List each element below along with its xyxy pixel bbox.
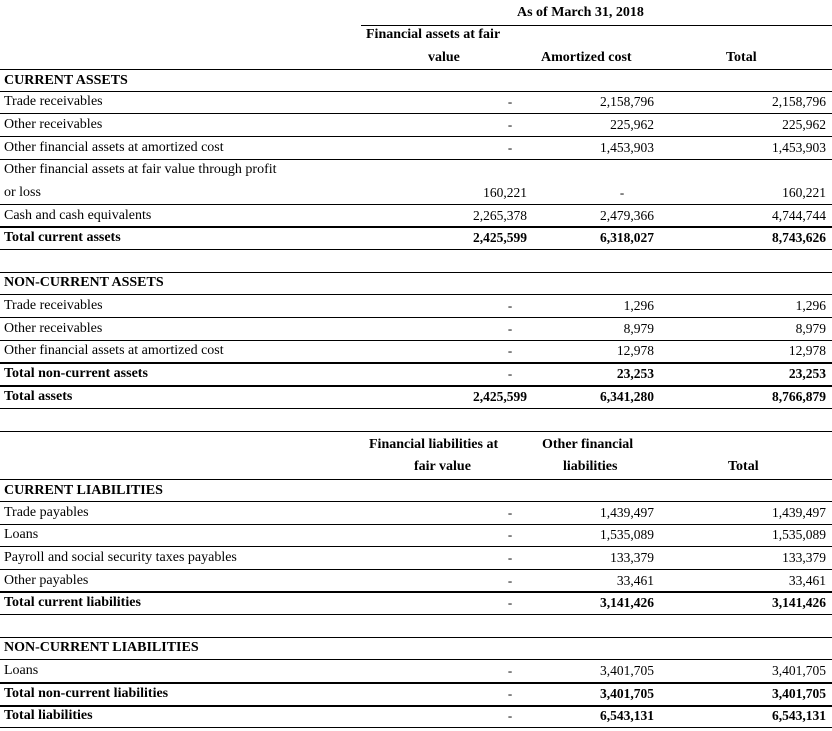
total-fair-value: -: [507, 366, 513, 381]
row-fair-value: -: [507, 298, 513, 313]
total-rule: [0, 226, 832, 228]
section-rule: [0, 501, 832, 502]
section-title-current-assets: CURRENT ASSETS: [4, 73, 128, 88]
col-fair-value-header-line1: Financial assets at fair: [366, 27, 501, 42]
row-rule: [0, 614, 832, 615]
row-label: Trade receivables: [4, 298, 103, 313]
row-fair-value: -: [507, 505, 513, 520]
row-fair-value: -: [507, 140, 513, 155]
total-label: Total current assets: [4, 230, 121, 245]
row-label-line2: or loss: [4, 185, 41, 200]
row-amortized: -: [619, 185, 625, 200]
row-total: 3,401,705: [772, 663, 826, 678]
row-rule: [0, 249, 832, 250]
row-rule: [0, 317, 832, 318]
total-other: 3,141,426: [600, 595, 654, 610]
total-fair-value: -: [507, 595, 513, 610]
liab-col-other-header-line1: Other financial: [542, 437, 634, 452]
total-amortized: 23,253: [616, 366, 654, 381]
total-liabilities-fair-value: -: [507, 708, 513, 723]
row-fair-value: 160,221: [483, 185, 527, 200]
row-total: 33,461: [788, 573, 826, 588]
section-title-noncurrent-liabilities: NON-CURRENT LIABILITIES: [4, 640, 199, 655]
total-fair-value: 2,425,599: [473, 230, 527, 245]
total-label: Total non-current assets: [4, 366, 148, 381]
row-fair-value: -: [507, 94, 513, 109]
row-fair-value: -: [507, 663, 513, 678]
row-total: 160,221: [782, 185, 826, 200]
row-label: Other receivables: [4, 117, 103, 132]
row-total: 1,439,497: [772, 505, 826, 520]
section-rule: [0, 479, 832, 480]
total-total: 3,141,426: [772, 595, 826, 610]
total-rule: [0, 682, 832, 684]
col-total-header: Total: [726, 50, 757, 65]
total-rule: [0, 362, 832, 364]
row-amortized: 8,979: [623, 321, 654, 336]
row-rule: [0, 569, 832, 570]
row-fair-value: -: [507, 573, 513, 588]
row-fair-value: -: [507, 117, 513, 132]
liab-col-other-header-line2: liabilities: [563, 459, 618, 474]
row-rule: [0, 136, 832, 137]
row-label: Cash and cash equivalents: [4, 208, 152, 223]
total-fair-value: -: [507, 686, 513, 701]
total-total: 8,743,626: [772, 230, 826, 245]
row-label: Loans: [4, 527, 39, 542]
row-total: 1,535,089: [772, 527, 826, 542]
row-rule: [0, 340, 832, 341]
row-label: Trade receivables: [4, 94, 103, 109]
row-rule: [0, 204, 832, 205]
row-rule: [0, 524, 832, 525]
liab-col-fair-value-header-line2: fair value: [414, 459, 471, 474]
row-amortized: 2,158,796: [600, 94, 654, 109]
row-rule: [0, 727, 832, 728]
row-label-line1: Other financial assets at fair value through profit: [4, 162, 277, 177]
row-total: 2,158,796: [772, 94, 826, 109]
liab-col-fair-value-header-line1: Financial liabilities at: [369, 437, 499, 452]
row-label: Other financial assets at amortized cost: [4, 343, 224, 358]
section-rule: [0, 91, 832, 92]
row-label: Other receivables: [4, 321, 103, 336]
row-other: 3,401,705: [600, 663, 654, 678]
total-label: Total non-current liabilities: [4, 686, 169, 701]
row-label: Trade payables: [4, 505, 89, 520]
row-rule: [0, 159, 832, 160]
total-rule: [0, 591, 832, 593]
section-rule: [0, 294, 832, 295]
row-label: Payroll and social security taxes payables: [4, 550, 237, 565]
row-total: 225,962: [782, 117, 826, 132]
section-rule: [0, 659, 832, 660]
row-other: 1,535,089: [600, 527, 654, 542]
row-rule: [0, 113, 832, 114]
row-amortized: 225,962: [610, 117, 654, 132]
total-liabilities-total: 6,543,131: [772, 708, 826, 723]
row-fair-value: -: [507, 527, 513, 542]
total-liabilities-other: 6,543,131: [600, 708, 654, 723]
row-fair-value: -: [507, 343, 513, 358]
row-total: 1,453,903: [772, 140, 826, 155]
period-heading: As of March 31, 2018: [517, 5, 644, 20]
total-liabilities-label: Total liabilities: [4, 708, 93, 723]
total-assets-fair-value: 2,425,599: [473, 389, 527, 404]
row-label: Loans: [4, 663, 39, 678]
section-rule: [0, 637, 832, 638]
row-amortized: 12,978: [616, 343, 654, 358]
row-other: 33,461: [616, 573, 654, 588]
header-rule: [0, 431, 832, 432]
section-title-noncurrent-assets: NON-CURRENT ASSETS: [4, 275, 164, 290]
row-total: 133,379: [782, 550, 826, 565]
row-other: 1,439,497: [600, 505, 654, 520]
total-amortized: 6,318,027: [600, 230, 654, 245]
total-total: 3,401,705: [772, 686, 826, 701]
col-amortized-header: Amortized cost: [541, 50, 632, 65]
section-rule: [0, 69, 832, 70]
row-amortized: 1,296: [623, 298, 654, 313]
row-rule: [0, 408, 832, 409]
row-total: 4,744,744: [772, 208, 826, 223]
row-amortized: 2,479,366: [600, 208, 654, 223]
row-total: 1,296: [795, 298, 826, 313]
total-rule: [0, 705, 832, 707]
liab-col-total-header: Total: [728, 459, 759, 474]
row-label: Other payables: [4, 573, 89, 588]
total-assets-amortized: 6,341,280: [600, 389, 654, 404]
row-fair-value: 2,265,378: [473, 208, 527, 223]
row-other: 133,379: [610, 550, 654, 565]
row-total: 12,978: [788, 343, 826, 358]
col-fair-value-header-line2: value: [428, 50, 460, 65]
row-amortized: 1,453,903: [600, 140, 654, 155]
total-label: Total current liabilities: [4, 595, 141, 610]
total-rule: [0, 385, 832, 387]
row-rule: [0, 546, 832, 547]
row-fair-value: -: [507, 550, 513, 565]
section-rule: [0, 272, 832, 273]
total-assets-label: Total assets: [4, 389, 73, 404]
row-fair-value: -: [507, 321, 513, 336]
row-label: Other financial assets at amortized cost: [4, 140, 224, 155]
total-other: 3,401,705: [600, 686, 654, 701]
row-total: 8,979: [795, 321, 826, 336]
total-total: 23,253: [788, 366, 826, 381]
section-title-current-liabilities: CURRENT LIABILITIES: [4, 483, 163, 498]
total-assets-total: 8,766,879: [772, 389, 826, 404]
